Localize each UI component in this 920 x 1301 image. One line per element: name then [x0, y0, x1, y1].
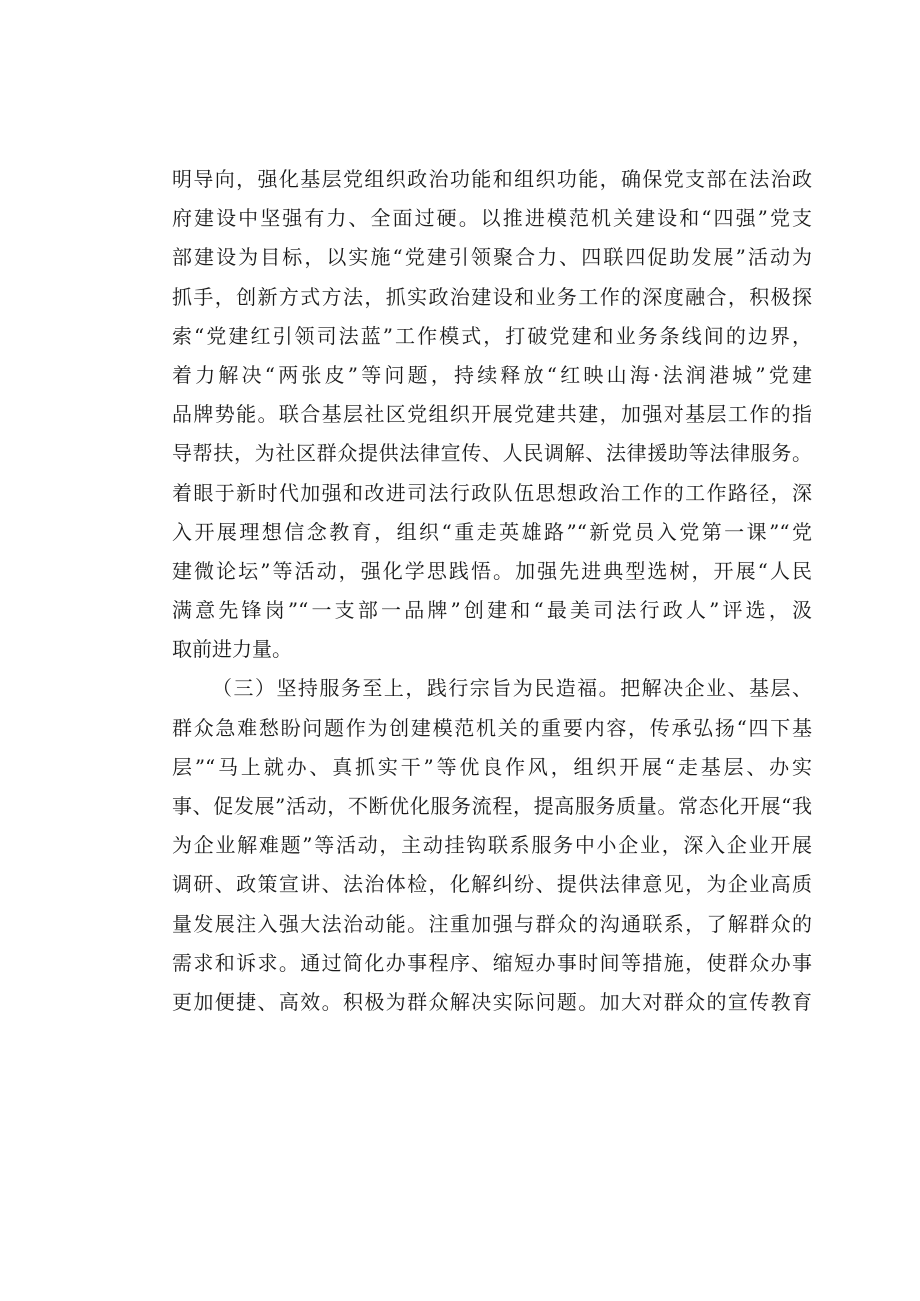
text-line: 明导向，强化基层党组织政治功能和组织功能，确保党支部在法治政: [172, 167, 812, 191]
text-line: 抓手，创新方式方法，抓实政治建设和业务工作的深度融合，积极探: [172, 284, 812, 309]
text-line: 导帮扶，为社区群众提供法律宣传、人民调解、法律援助等法律服务。: [172, 441, 812, 466]
text-line: 事、促发展”活动，不断优化服务流程，提高服务质量。常态化开展“我: [172, 794, 812, 818]
text-line: 量发展注入强大法治动能。注重加强与群众的沟通联系，了解群众的: [172, 911, 812, 936]
text-line: 入开展理想信念教育，组织“重走英雄路”“新党员入党第一课”“党: [172, 519, 812, 544]
text-line: 层”“马上就办、真抓实干”等优良作风，组织开展“走基层、办实: [172, 754, 812, 779]
text-line: 取前进力量。: [172, 637, 292, 662]
text-line: 建微论坛”等活动，强化学思践悟。加强先进典型选树，开展“人民: [172, 558, 812, 583]
text-line: 更加便捷、高效。积极为群众解决实际问题。加大对群众的宣传教育: [172, 989, 812, 1014]
text-line: 着力解决“两张皮”等问题，持续释放“红映山海·法润港城”党建: [172, 362, 812, 387]
text-line: 群众急难愁盼问题作为创建模范机关的重要内容，传承弘扬“四下基: [172, 715, 812, 740]
text-line: 调研、政策宣讲、法治体检，化解纠纷、提供法律意见，为企业高质: [172, 872, 812, 897]
text-line: 着眼于新时代加强和改进司法行政队伍思想政治工作的工作路径，深: [172, 480, 812, 505]
text-line: （三）坚持服务至上，践行宗旨为民造福。把解决企业、基层、: [212, 676, 812, 701]
text-line: 府建设中坚强有力、全面过硬。以推进模范机关建设和“四强”党支: [172, 206, 812, 231]
text-line: 满意先锋岗”“一支部一品牌”创建和“最美司法行政人”评选，汲: [172, 598, 812, 623]
text-line: 品牌势能。联合基层社区党组织开展党建共建，加强对基层工作的指: [172, 402, 812, 427]
text-line: 需求和诉求。通过简化办事程序、缩短办事时间等措施，使群众办事: [172, 950, 812, 975]
text-line: 部建设为目标，以实施“党建引领聚合力、四联四促助发展”活动为: [172, 245, 812, 270]
text-line: 索“党建红引领司法蓝”工作模式，打破党建和业务条线间的边界，: [172, 323, 812, 348]
text-line: 为企业解难题”等活动，主动挂钩联系服务中小企业，深入企业开展: [172, 833, 812, 858]
body-text: [172, 160, 812, 1022]
